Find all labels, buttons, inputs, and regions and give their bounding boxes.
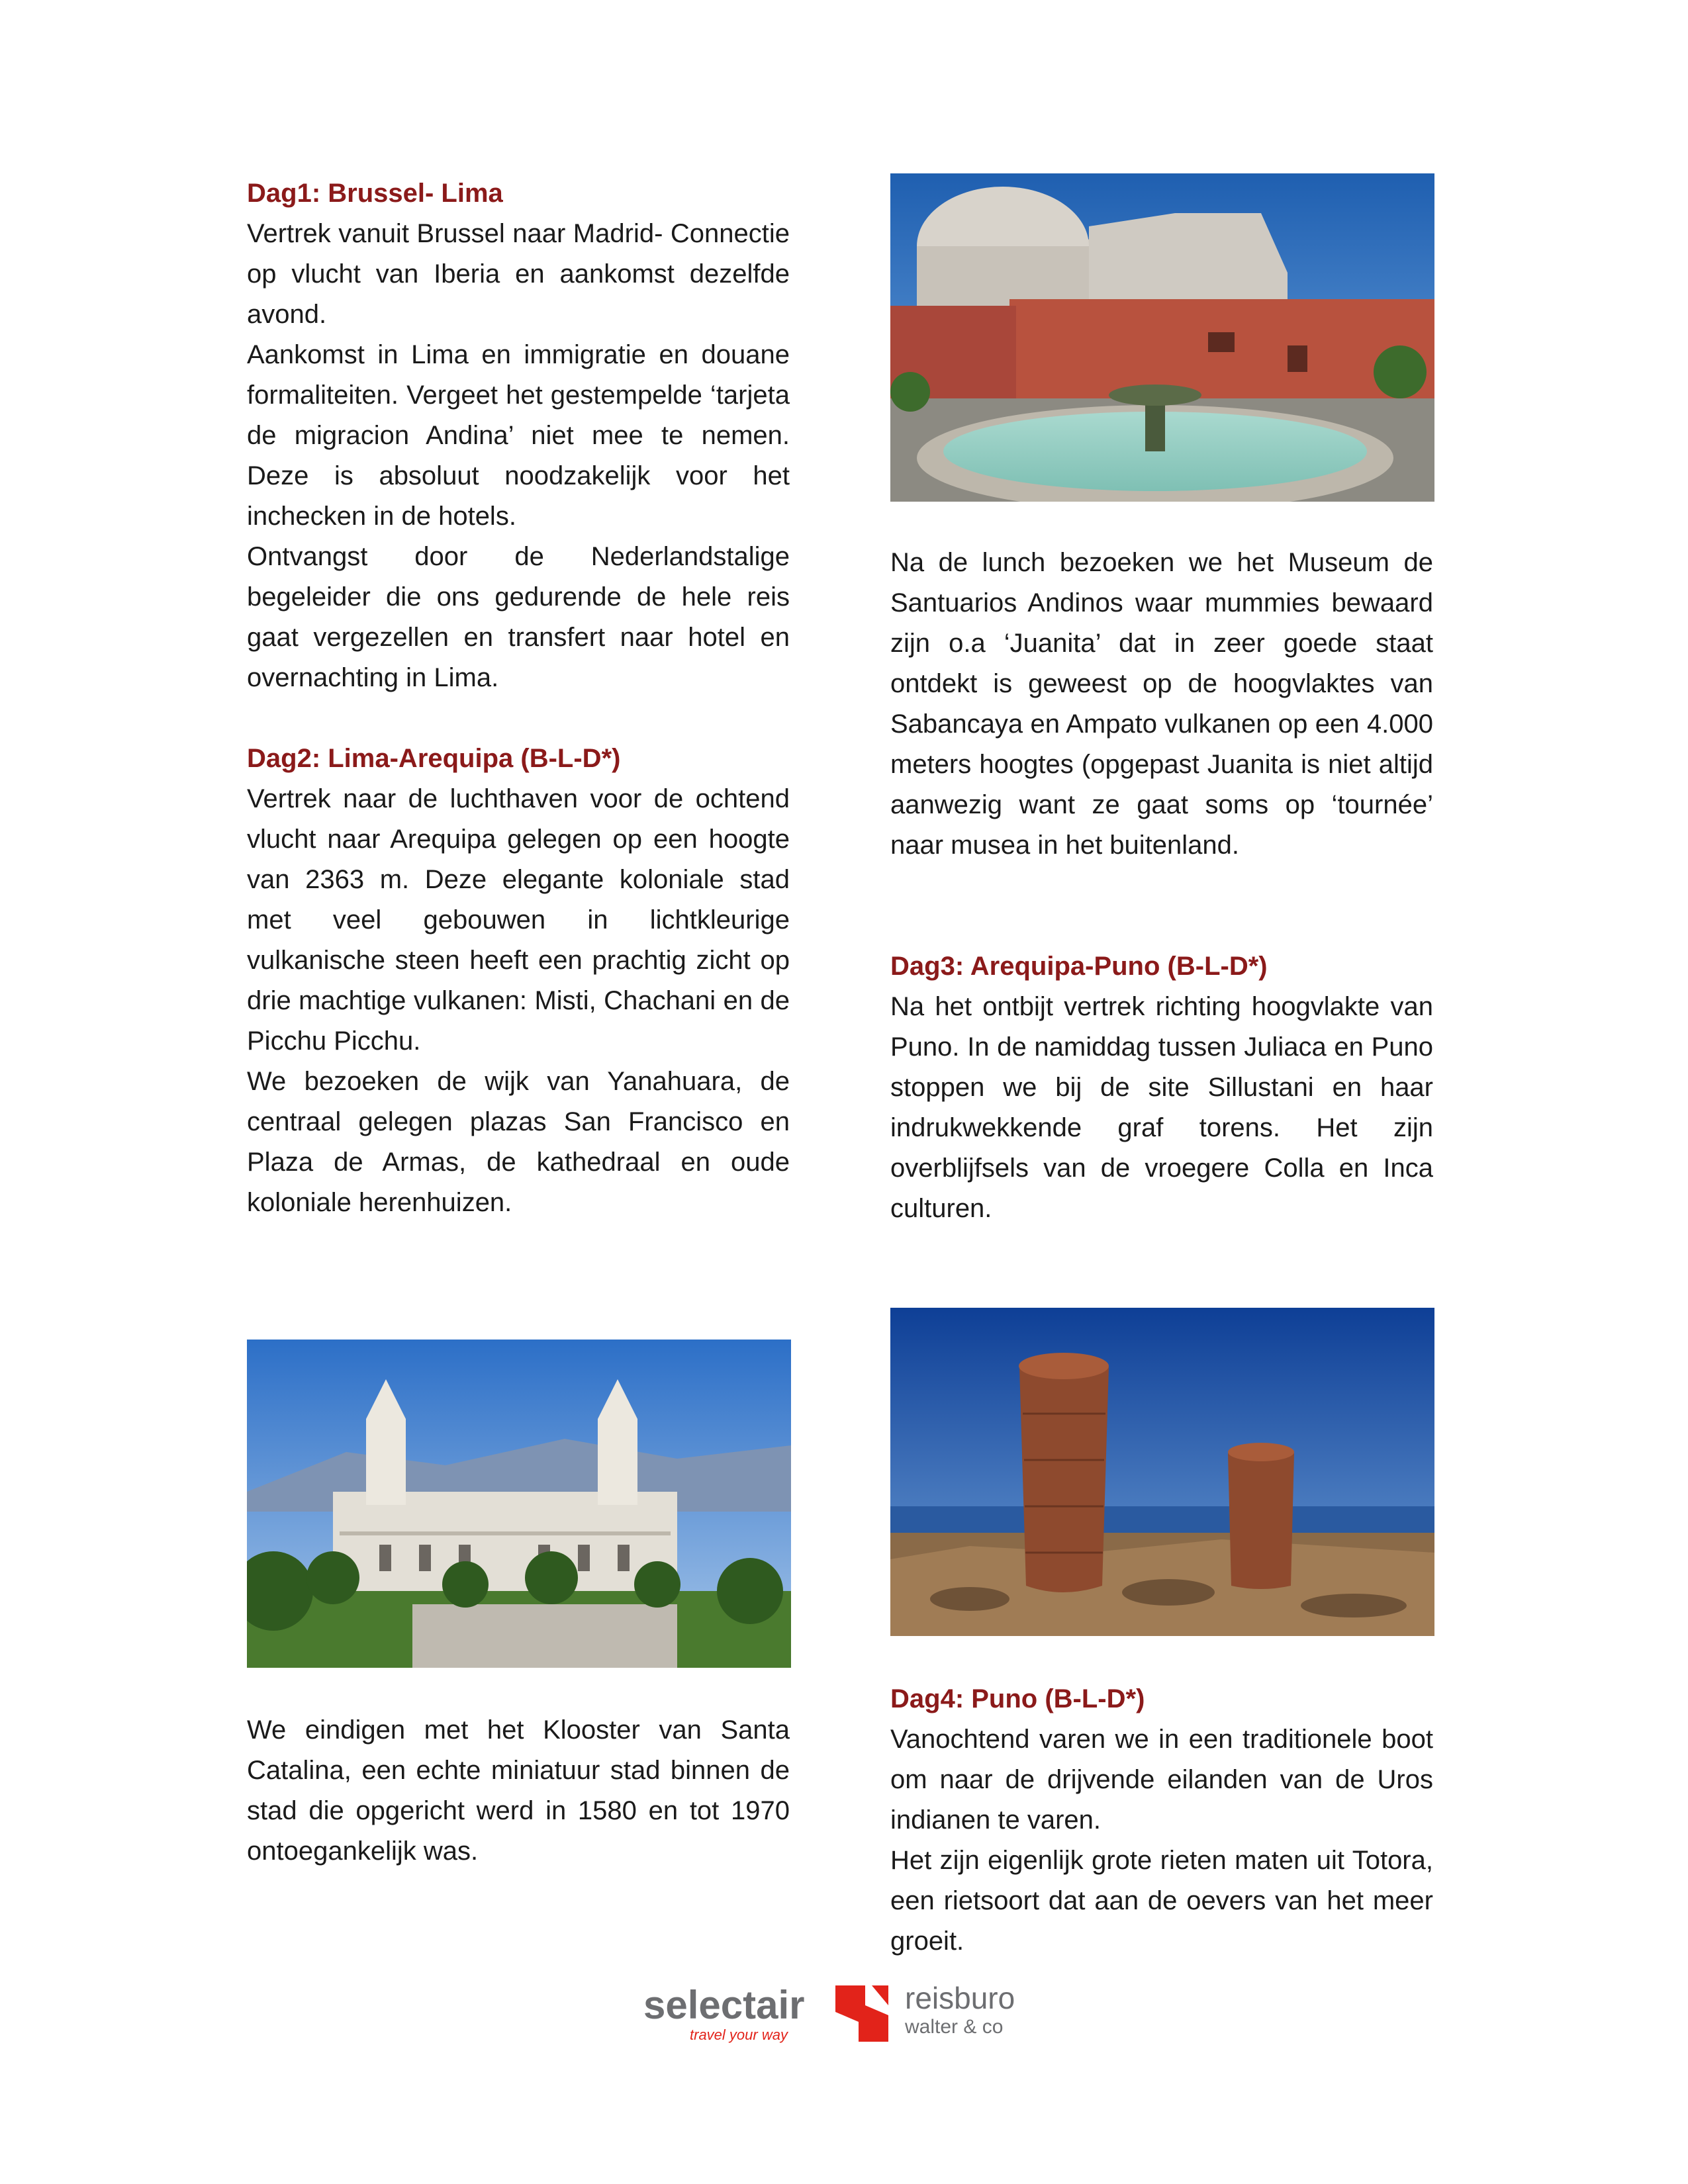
selectair-logo bbox=[643, 1979, 1049, 2045]
day4-paragraph-1: Vanochtend varen we in een traditionele boot om naar de drijvende eilanden van de Uros indianen te varen. bbox=[890, 1725, 1433, 1835]
logo-mark-icon bbox=[832, 1985, 892, 2042]
day1-paragraph-1: Vertrek vanuit Brussel naar Madrid- Connectie op vlucht van Iberia en aankomst dezelfde avond. bbox=[247, 219, 790, 329]
logo-partner-line2: walter & co bbox=[905, 2016, 1004, 2038]
right-column-day4 bbox=[890, 1679, 1433, 1962]
day1-paragraph-2: Aankomst in Lima en immigratie en douane formaliteiten. Vergeet het gestempelde ‘tarjeta de migracion Andina’ niet mee te nemen. Deze is absoluut noodzakelijk voor het inchecken in de hotels. bbox=[247, 340, 790, 531]
day2-paragraph-3: We eindigen met het Klooster van Santa Catalina, een echte miniatuur stad binnen de stad die opgericht werd in 1580 en tot 1970 ontoegankelijk was. bbox=[247, 1715, 790, 1866]
day1-heading: Dag1: Brussel- Lima bbox=[247, 179, 503, 208]
day3-paragraph-1: Na het ontbijt vertrek richting hoogvlakte van Puno. In de namiddag tussen Juliaca en Puno stoppen we bij de site Sillustani en haar indrukwekkende graf torens. Het zijn overblijfsels van de vroegere Colla en Inca culturen. bbox=[890, 992, 1433, 1223]
day2-paragraph-2: We bezoeken de wijk van Yanahuara, de centraal gelegen plazas San Francisco en Plaza de Armas, de kathedraal en oude koloniale herenhuizen. bbox=[247, 1067, 790, 1217]
cathedral-illustration bbox=[247, 1340, 791, 1668]
day2-heading: Dag2: Lima-Arequipa (B-L-D*) bbox=[247, 744, 621, 773]
logo-partner-line1: reisburo bbox=[905, 1981, 1015, 2015]
day2-paragraph-4: Na de lunch bezoeken we het Museum de Santuarios Andinos waar mummies bewaard zijn o.a ‘Juanita’ dat in zeer goede staat ontdekt is geweest op de hoogvlaktes van Sabancaya en Ampato vulkanen op een 4.000 meters hoogtes (opgepast Juanita is niet altijd aanwezig want ze gaat soms op ‘tournée’ naar musea in het buitenland. bbox=[890, 548, 1433, 860]
right-column-day3 bbox=[890, 946, 1433, 1229]
logo-brand: selectair bbox=[643, 1983, 805, 2027]
santa-catalina-courtyard-photo bbox=[890, 173, 1434, 502]
left-column-santa-catalina bbox=[247, 1710, 790, 1872]
day2-paragraph-1: Vertrek naar de luchthaven voor de ochtend vlucht naar Arequipa gelegen op een hoogte van 2363 m. Deze elegante koloniale stad met veel gebouwen in lichtkleurige vulkanische steen heeft een prachtig zicht op drie machtige vulkanen: Misti, Chachani en de Picchu Picchu. bbox=[247, 784, 790, 1056]
arequipa-cathedral-photo bbox=[247, 1340, 791, 1668]
left-column bbox=[247, 173, 790, 1223]
day4-paragraph-2: Het zijn eigenlijk grote rieten maten uit Totora, een rietsoort dat aan de oevers van het meer groeit. bbox=[890, 1846, 1433, 1956]
day1-paragraph-3: Ontvangst door de Nederlandstalige begeleider die ons gedurende de hele reis gaat vergezellen en transfert naar hotel en overnachting in Lima. bbox=[247, 542, 790, 692]
logo-tagline: travel your way bbox=[690, 2026, 788, 2043]
day3-heading: Dag3: Arequipa-Puno (B-L-D*) bbox=[890, 952, 1268, 981]
right-column-museum bbox=[890, 543, 1433, 866]
logo-graphic bbox=[643, 1979, 1049, 2045]
towers-illustration bbox=[890, 1308, 1434, 1636]
day4-heading: Dag4: Puno (B-L-D*) bbox=[890, 1684, 1145, 1713]
sillustani-towers-photo bbox=[890, 1308, 1434, 1636]
courtyard-illustration bbox=[890, 173, 1434, 502]
